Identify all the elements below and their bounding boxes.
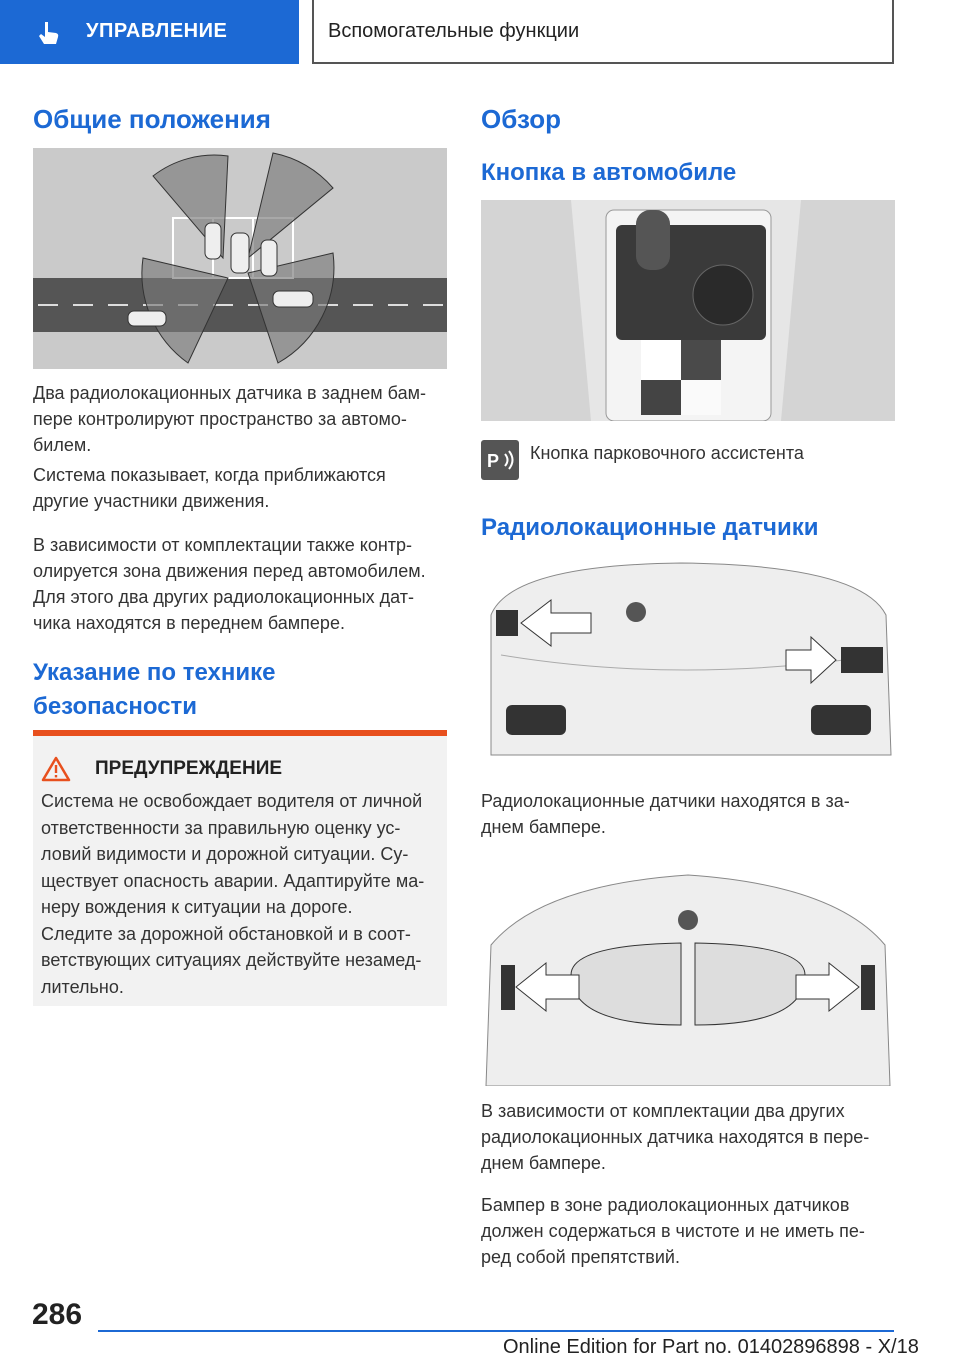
sensors-caption: Радиолокационные датчики находятся в за- днем бампере. — [481, 791, 850, 837]
chapter-label: Вспомогательные функции — [328, 20, 580, 42]
warning-body: Система не освобождает водителя от личной ответственности за правильную оценку ус- ловий видимости и дорожной ситуации. Су- ществует опасность аварии. Адаптируйте ма- неру вождения к ситуации на дороге. Следите за дорожной обстановкой и в соот- ветствующих ситуациях действуйте незамед- лительно. — [41, 791, 425, 997]
parking-assistant-icon — [481, 440, 519, 480]
warning-box — [33, 736, 447, 1006]
warning-title: ПРЕДУПРЕЖДЕНИЕ — [95, 758, 283, 779]
heading-button: Кнопка в автомобиле — [481, 159, 737, 186]
radar-zones-illustration — [33, 148, 447, 369]
paragraph-bumper: Бампер в зоне радиолокационных датчиков должен содержаться в чистоте и не иметь пе- ред собой препятствий. — [481, 1195, 865, 1267]
page-number: 286 — [32, 1298, 83, 1331]
paragraph-3: В зависимости от комплектации также контр- олируется зона движения перед автомобилем. Для этого два других радиолокационных дат- чика находятся в переднем бампере. — [33, 535, 426, 633]
heading-general: Общие положения — [33, 104, 271, 134]
heading-overview: Обзор — [481, 104, 561, 134]
rear-bumper-photo — [481, 555, 895, 776]
paragraph-2: Система показывает, когда приближаются другие участники движения. — [33, 465, 386, 511]
paragraph-1: Два радиолокационных датчика в заднем бам- пере контролируют пространство за автомо- билем. — [33, 383, 426, 455]
hand-pointer-icon — [36, 20, 62, 46]
svg-text:P: P — [487, 451, 500, 471]
warning-bar — [33, 730, 447, 736]
section-label: УПРАВЛЕНИЕ — [86, 20, 228, 42]
paragraph-front: В зависимости от комплектации два других радиолокационных датчика находятся в пере- днем бампере. — [481, 1101, 870, 1173]
console-button-photo — [481, 200, 895, 421]
footer-divider — [98, 1330, 894, 1332]
front-bumper-photo — [481, 865, 895, 1086]
chapter-box — [312, 0, 894, 64]
heading-sensors: Радиолокационные датчики — [481, 514, 819, 541]
warning-triangle-icon — [41, 756, 71, 782]
heading-safety: Указание по технике безопасности — [33, 659, 276, 720]
section-tab — [0, 0, 299, 64]
edition-text: Online Edition for Part no. 01402896898 - X/18 — [503, 1336, 919, 1358]
button-caption: Кнопка парковочного ассистента — [530, 443, 804, 463]
